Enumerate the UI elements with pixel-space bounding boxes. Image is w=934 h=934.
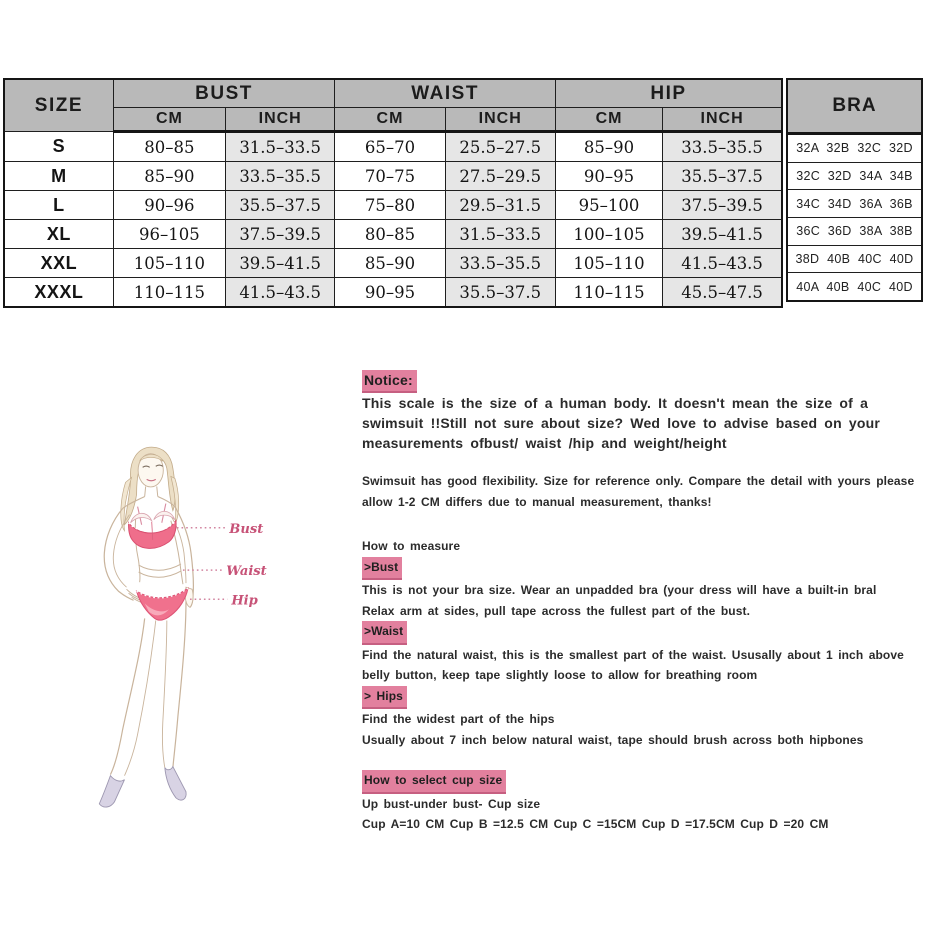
bra-column	[786, 78, 923, 302]
cm-cell: 85–90	[335, 249, 445, 278]
bra-cell: 36C 36D 38A 38B	[788, 218, 921, 246]
inch-cell: 35.5–37.5	[663, 162, 782, 191]
instructions-text	[362, 370, 930, 835]
inch-cell: 35.5–37.5	[445, 278, 555, 308]
inch-cell: 33.5–35.5	[445, 249, 555, 278]
size-column-header: SIZE	[4, 79, 113, 132]
cm-cell: 65–70	[335, 132, 445, 162]
notice-line: swimsuit !!Still not sure about size? Wed love to advise based on your	[362, 415, 881, 431]
row-label: L	[4, 191, 113, 220]
cup-size-line: Cup A=10 CM Cup B =12.5 CM Cup C =15CM Cup D =17.5CM Cup D =20 CM	[362, 817, 829, 831]
cm-cell: 75–80	[335, 191, 445, 220]
bust-instruction: This is not your bra size. Wear an unpadded bra (your dress will have a built-in bral	[362, 583, 877, 597]
hips-instruction: Find the widest part of the hips	[362, 712, 555, 726]
row-label: M	[4, 162, 113, 191]
inch-cell: 27.5–29.5	[445, 162, 555, 191]
cm-cell: 90–95	[335, 278, 445, 308]
cm-cell: 100–105	[555, 220, 662, 249]
table-row	[4, 191, 782, 220]
flexibility-line: allow 1-2 CM differs due to manual measurement, thanks!	[362, 494, 712, 509]
cup-size-title: How to select cup size	[362, 770, 506, 794]
waist-cm-header: CM	[335, 108, 445, 132]
table-row	[4, 249, 782, 278]
inch-cell: 33.5–35.5	[226, 162, 335, 191]
cm-cell: 96–105	[113, 220, 225, 249]
bra-cell: 32C 32D 34A 34B	[788, 163, 921, 191]
cm-cell: 80–85	[335, 220, 445, 249]
hips-instruction: Usually about 7 inch below natural waist, tape should brush across both hipbones	[362, 732, 864, 747]
inch-cell: 45.5–47.5	[663, 278, 782, 308]
inch-cell: 33.5–35.5	[663, 132, 782, 162]
cm-cell: 90–95	[555, 162, 662, 191]
cm-cell: 85–90	[113, 162, 225, 191]
waist-tag-line	[362, 621, 930, 645]
waist-instruction: Find the natural waist, this is the smallest part of the waist. Ususally about 1 inch above	[362, 647, 904, 662]
table-row	[4, 132, 782, 162]
hip-inch-header: INCH	[663, 108, 782, 132]
inch-cell: 35.5–37.5	[226, 191, 335, 220]
cm-cell: 95–100	[555, 191, 662, 220]
inch-cell: 37.5–39.5	[226, 220, 335, 249]
waist-tag: >Waist	[362, 621, 407, 645]
waist-instruction: belly button, keep tape slightly loose to allow for breathing room	[362, 668, 758, 682]
cm-cell: 110–115	[555, 278, 662, 308]
cm-cell: 110–115	[113, 278, 225, 308]
notice-heading-line	[362, 370, 930, 393]
bust-tag-line	[362, 557, 930, 581]
hips-tag-line	[362, 686, 930, 710]
bra-cell: 38D 40B 40C 40D	[788, 246, 921, 274]
flexibility-line: Swimsuit has good flexibility. Size for reference only. Compare the detail with yours please	[362, 474, 915, 488]
bra-cell: 34C 34D 36A 36B	[788, 190, 921, 218]
hip-cm-header: CM	[555, 108, 662, 132]
bra-cell: 40A 40B 40C 40D	[796, 279, 913, 294]
table-row	[4, 220, 782, 249]
row-label: S	[4, 132, 113, 162]
row-label: XXXL	[4, 278, 113, 308]
inch-cell: 31.5–33.5	[226, 132, 335, 162]
waist-figure-label: Waist	[226, 564, 267, 580]
cm-cell: 105–110	[555, 249, 662, 278]
cm-cell: 80–85	[113, 132, 225, 162]
inch-cell: 25.5–27.5	[445, 132, 555, 162]
row-label: XXL	[4, 249, 113, 278]
figure-sketch	[58, 432, 320, 820]
cup-size-line: Up bust-under bust- Cup size	[362, 796, 541, 811]
hips-tag: > Hips	[362, 686, 407, 710]
notice-heading: Notice:	[362, 370, 417, 393]
inch-cell: 31.5–33.5	[445, 220, 555, 249]
bra-cell: 32A 32B 32C 32D	[788, 135, 921, 163]
table-row	[4, 278, 782, 308]
inch-cell: 29.5–31.5	[445, 191, 555, 220]
table-row	[4, 162, 782, 191]
bust-figure-label: Bust	[229, 521, 264, 537]
hip-group-header: HIP	[555, 79, 782, 108]
hip-figure-label: Hip	[231, 593, 258, 609]
bra-column-header: BRA	[788, 80, 921, 135]
inch-cell: 39.5–41.5	[663, 220, 782, 249]
waist-group-header: WAIST	[335, 79, 556, 108]
bust-group-header: BUST	[113, 79, 335, 108]
notice-line: This scale is the size of a human body. It doesn't mean the size of a	[362, 395, 869, 411]
waist-inch-header: INCH	[445, 108, 555, 132]
notice-line: measurements ofbust/ waist /hip and weight/height	[362, 435, 727, 451]
bust-inch-header: INCH	[226, 108, 335, 132]
inch-cell: 41.5–43.5	[663, 249, 782, 278]
size-table	[3, 78, 783, 308]
cm-cell: 85–90	[555, 132, 662, 162]
cm-cell: 90–96	[113, 191, 225, 220]
how-to-measure-title: How to measure	[362, 539, 461, 553]
bust-instruction: Relax arm at sides, pull tape across the fullest part of the bust.	[362, 603, 751, 618]
row-label: XL	[4, 220, 113, 249]
bust-tag: >Bust	[362, 557, 402, 581]
inch-cell: 39.5–41.5	[226, 249, 335, 278]
cm-cell: 70–75	[335, 162, 445, 191]
cm-cell: 105–110	[113, 249, 225, 278]
cup-size-title-line	[362, 770, 930, 794]
body-measurement-figure	[58, 432, 320, 820]
inch-cell: 41.5–43.5	[226, 278, 335, 308]
inch-cell: 37.5–39.5	[663, 191, 782, 220]
bust-cm-header: CM	[113, 108, 225, 132]
